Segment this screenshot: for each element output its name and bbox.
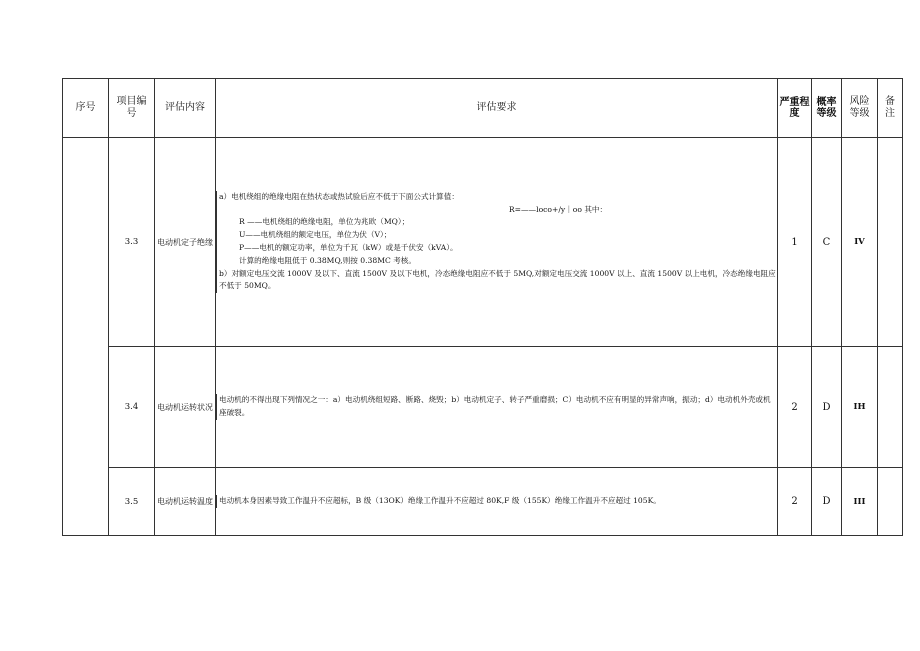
table-row — [63, 347, 903, 468]
remark-cell — [878, 138, 903, 347]
header-remark: 备注 — [878, 79, 903, 138]
risk-level-cell: III — [842, 468, 878, 536]
header-requirement: 评估要求 — [216, 79, 778, 138]
requirement-line: R ——电机绕组的绝缘电阻，单位为兆欧（MQ）； — [239, 217, 410, 227]
requirement-line: 电动机的不得出现下列情况之一：a）电动机绕组短路、断路、烧毁；b）电动机定子、转子严重磨损；C）电动机不应有明显的异常声响，振动；d）电动机外壳或机座破裂。 — [219, 395, 771, 417]
probability-cell: C — [812, 138, 842, 347]
item-requirement — [216, 138, 778, 347]
requirement-line: 电动机本身因素导致工作温升不应超标，B 级（13OK）绝缘工作温升不应超过 80K,F 级（155K）绝缘工作温升不应超过 105K。 — [219, 496, 661, 506]
item-content: 电动机运转温度 — [155, 468, 216, 536]
requirement-line: P——电机的额定功率，单位为千瓦（kW）或是千伏安（kVA）。 — [239, 243, 458, 252]
item-requirement — [216, 468, 778, 536]
item-content: 电动机运转状况 — [155, 347, 216, 468]
severity-cell: 2 — [778, 468, 812, 536]
item-content: 电动机定子绝缘 — [155, 138, 216, 347]
item-code: 3.4 — [109, 347, 155, 468]
requirement-line: b）对额定电压交流 1000V 及以下、直流 1500V 及以下电机，冷态绝缘电阻应不低于 5MQ,对额定电压交流 1000V 以上、直流 1500V 以上电机，冷态绝缘电阻应不低于 50MQ。 — [219, 268, 776, 291]
item-requirement — [216, 347, 778, 468]
requirement-formula: R=——loco+/y｜oo 其中： — [508, 204, 608, 214]
header-item-no: 项目编号 — [109, 79, 155, 138]
risk-level-cell: IV — [842, 138, 878, 347]
remark-cell — [878, 347, 903, 468]
header-probability: 概率等级 — [812, 79, 842, 138]
risk-assessment-table — [62, 78, 903, 536]
severity-cell: 1 — [778, 138, 812, 347]
header-content: 评估内容 — [155, 79, 216, 138]
header-seq: 序号 — [63, 79, 109, 138]
item-code: 3.5 — [109, 468, 155, 536]
requirement-line: 计算的绝缘电阻低于 0.38MQ,则按 0.38MC 考核。 — [239, 255, 416, 265]
table-row — [63, 138, 903, 347]
table-row — [63, 468, 903, 536]
remark-cell — [878, 468, 903, 536]
probability-cell: D — [812, 347, 842, 468]
requirement-line: a）电机绕组的绝缘电阻在热状态或热试验后应不低于下面公式计算值： — [219, 191, 459, 201]
item-code: 3.3 — [109, 138, 155, 347]
severity-cell: 2 — [778, 347, 812, 468]
requirement-line: U——电机绕组的额定电压，单位为伏（V）； — [239, 230, 392, 240]
risk-level-cell: IH — [842, 347, 878, 468]
seq-cell — [63, 138, 109, 536]
probability-cell: D — [812, 468, 842, 536]
header-risk-level: 风险等级 — [842, 79, 878, 138]
header-severity: 严重程度 — [778, 79, 812, 138]
header-row — [63, 79, 903, 138]
